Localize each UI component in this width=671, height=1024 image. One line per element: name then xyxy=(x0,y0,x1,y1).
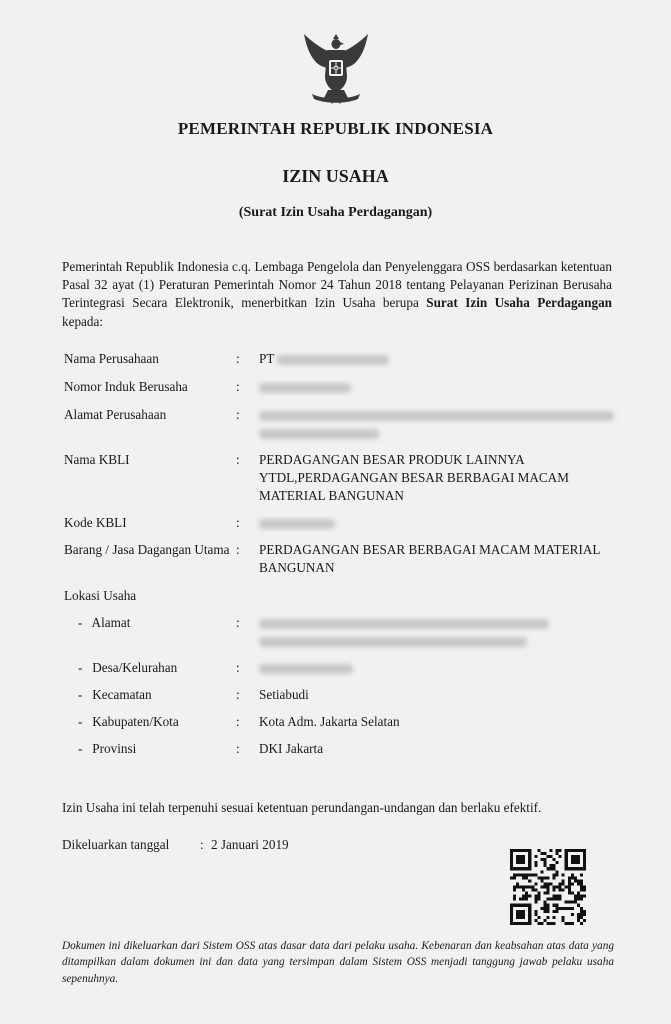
field-colon: : xyxy=(200,837,204,852)
field-label: Nomor Induk Berusaha xyxy=(64,379,188,394)
field-value: PT xyxy=(259,350,614,368)
field-label: Nama Perusahaan xyxy=(64,351,159,366)
validity-statement: Izin Usaha ini telah terpenuhi sesuai ketentuan perundangan-undangan dan berlaku efektif. xyxy=(62,800,542,815)
field-colon: : xyxy=(236,407,240,422)
field-colon: : xyxy=(236,452,240,467)
qr-code-icon xyxy=(510,849,586,925)
field-label: - Kecamatan xyxy=(78,687,152,702)
redacted-value xyxy=(259,664,353,674)
redacted-value xyxy=(259,411,614,421)
redacted-value xyxy=(259,637,527,647)
field-value: PERDAGANGAN BESAR BERBAGAI MACAM MATERIAL BANGUNAN xyxy=(259,542,600,576)
field-label: Lokasi Usaha xyxy=(64,588,137,603)
issued-date-value: 2 Januari 2019 xyxy=(211,837,289,852)
disclaimer-footer: Dokumen ini dikeluarkan dari Sistem OSS atas dasar data dari pelaku usaha. Kebenaran dan keabsahan atas data yang ditampilkan dalam dokumen ini dan data yang tersimpan dalam Sistem OSS menjadi tanggung jawab pelaku usaha sepenuhnya. xyxy=(62,940,614,985)
redacted-value xyxy=(277,355,389,365)
garuda-emblem-icon xyxy=(300,30,372,108)
field-label: Kode KBLI xyxy=(64,515,127,530)
field-label: - Provinsi xyxy=(78,741,137,756)
field-value: Setiabudi xyxy=(259,687,309,702)
redacted-value xyxy=(259,429,379,439)
government-title: PEMERINTAH REPUBLIK INDONESIA xyxy=(177,119,494,138)
field-value xyxy=(259,406,614,442)
field-colon: : xyxy=(236,351,240,366)
redacted-value xyxy=(259,519,335,529)
redacted-value xyxy=(259,383,351,393)
field-colon: : xyxy=(236,379,240,394)
intro-paragraph: Pemerintah Republik Indonesia c.q. Lembaga Pengelola dan Penyelenggara OSS berdasarkan ketentuan Pasal 32 ayat (1) Peraturan Pemerintah Nomor 24 Tahun 2018 tentang Pelayanan Perizinan Berusaha Terintegrasi Secara Elektronik, menerbitkan Izin Usaha berupa Surat Izin Usaha Perdagangan kepada: xyxy=(62,259,613,329)
document-title: IZIN USAHA xyxy=(282,166,389,186)
field-value: DKI Jakarta xyxy=(259,741,324,756)
field-value: PERDAGANGAN BESAR PRODUK LAINNYA YTDL,PERDAGANGAN BESAR BERBAGAI MACAM MATERIAL BANGUNAN xyxy=(259,452,569,504)
field-value xyxy=(259,659,614,677)
field-colon: : xyxy=(236,687,240,702)
issued-date-label: Dikeluarkan tanggal xyxy=(62,837,170,852)
field-label: Nama KBLI xyxy=(64,452,130,467)
document-subtitle: (Surat Izin Usaha Perdagangan) xyxy=(238,205,433,220)
field-colon: : xyxy=(236,714,240,729)
field-colon: : xyxy=(236,542,240,557)
field-colon: : xyxy=(236,515,240,530)
field-label: - Kabupaten/Kota xyxy=(78,714,179,729)
field-value xyxy=(259,378,614,396)
field-label: Barang / Jasa Dagangan Utama xyxy=(64,542,230,557)
field-label: - Desa/Kelurahan xyxy=(78,660,178,675)
field-colon: : xyxy=(236,660,240,675)
field-label: Alamat Perusahaan xyxy=(64,407,167,422)
field-value xyxy=(259,614,614,650)
intro-bold-permit-type: Surat Izin Usaha Perdagangan xyxy=(426,295,613,311)
field-label: - Alamat xyxy=(78,615,131,630)
field-colon: : xyxy=(236,615,240,630)
field-value xyxy=(259,514,614,532)
field-value: Kota Adm. Jakarta Selatan xyxy=(259,714,400,729)
redacted-value xyxy=(259,619,549,629)
field-colon: : xyxy=(236,741,240,756)
